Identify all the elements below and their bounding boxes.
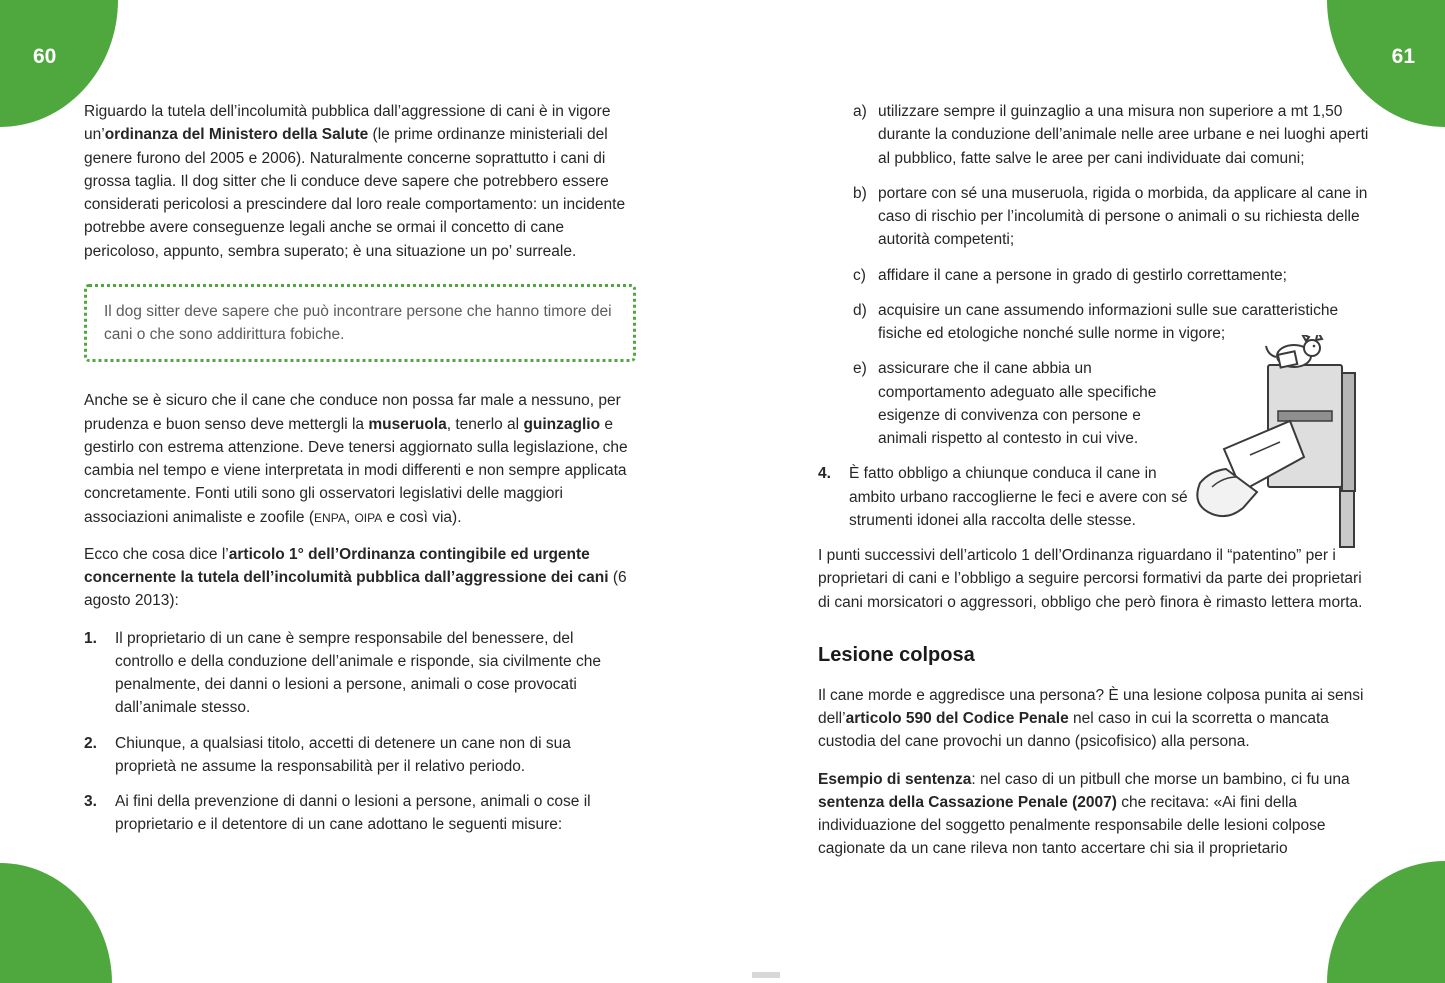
page-61-content — [818, 100, 1370, 875]
callout-box — [84, 284, 636, 363]
list-marker: c) — [853, 266, 866, 284]
list-marker: 2. — [84, 734, 97, 752]
list-item-text: portare con sé una museruola, rigida o morbida, da applicare al cane in caso di rischio per l’incolumità di persone o animali o su richiesta delle autorità competenti; — [878, 184, 1368, 249]
dog-doodle — [1266, 335, 1322, 368]
corner-decoration-bottom-left — [0, 863, 112, 983]
list-item — [84, 732, 636, 779]
paragraph-museruola: Anche se è sicuro che il cane che conduce non possa far male a nessuno, per prudenza e buon senso deve mettergli la museruola, tenerlo al guinzaglio e gestirlo con estrema attenzione. Deve tenersi aggiornato sulla legislazione, che cambia nel tempo e viene interpretata in modi differenti e non sempre applicata concretamente. Fonti utili sono gli osservatori legislativi delle maggiori associazioni animaliste e zoofile (ENPA, OIPA e così via). — [84, 392, 628, 526]
list-marker: 4. — [818, 465, 831, 483]
list-item — [853, 100, 1370, 170]
poop-bag-dispenser-illustration — [1192, 335, 1370, 550]
paragraph-esempio-sentenza: Esempio di sentenza: nel caso di un pitbull che morse un bambino, ci fu una sentenza della Cassazione Penale (2007) che recitava: «Ai fini della individuazione del soggetto penalmente responsabile delle lesioni colpose cagionate da un cane rileva non tanto accertare chi sia il proprietario — [818, 770, 1350, 858]
paragraph-articolo1: Ecco che cosa dice l’articolo 1° dell’Ordinanza contingibile ed urgente concernente la tutela dell’incolumità pubblica dall’aggressione dei cani (6 agosto 2013): — [84, 545, 627, 610]
binding-mark — [752, 972, 780, 978]
illustration-svg — [1192, 335, 1370, 550]
list-item-text: utilizzare sempre il guinzaglio a una misura non superiore a mt 1,50 durante la conduzione dell’animale nelle aree urbane e nei luoghi aperti al pubblico, fatte salve le aree per cani individuate dai comuni; — [878, 103, 1369, 167]
page-number-right: 61 — [1391, 45, 1415, 68]
section-heading: Lesione colposa — [818, 643, 975, 666]
list-marker: e) — [853, 360, 867, 378]
numbered-list — [84, 627, 636, 837]
paragraph-patentino: I punti successivi dell’articolo 1 dell’Ordinanza riguardano il “patentino” per i proprietari di cani e l’obbligo a seguire percorsi formativi da parte dei proprietari di cani morsicatori o aggressori, obbligo che però finora è rimasto lettera morta. — [818, 547, 1363, 611]
list-item-text: acquisire un cane assumendo informazioni sulle sue caratteristiche fisiche ed etologiche nonché sulle norme in vigore; — [878, 301, 1339, 342]
page-60-content — [84, 100, 636, 849]
page-number-left: 60 — [33, 45, 57, 68]
paragraph-ordinanza: Riguardo la tutela dell’incolumità pubblica dall’aggressione di cani è in vigore un’ordinanza del Ministero della Salute (le prime ordinanze ministeriali del genere furono del 2005 e 2006). Naturalmente concerne soprattutto i cani di grossa taglia. Il dog sitter che li conduce deve sapere che potrebbero essere considerati pericolosi a prescindere dal loro reale comportamento: un incidente potrebbe avere conseguenze legali anche se ormai il concetto di cane pericoloso, appunto, sembra superato; è una situazione un po’ surreale. — [84, 103, 626, 260]
list-item-text: È fatto obbligo a chiunque conduca il cane in ambito urbano raccoglierne le feci e avere con sé strumenti idonei alla raccolta delle stesse. — [849, 465, 1188, 529]
list-item — [84, 627, 636, 720]
corner-decoration-bottom-right — [1327, 861, 1445, 983]
list-marker: d) — [853, 301, 867, 319]
list-item-text: assicurare che il cane abbia un comportamento adeguato alle specifiche esigenze di convivenza con persone e animali rispetto al contesto in cui vive. — [878, 360, 1157, 447]
list-item-text: affidare il cane a persone in grado di gestirlo correttamente; — [878, 266, 1287, 284]
list-item-text: Ai fini della prevenzione di danni o lesioni a persone, animali o cose il proprietario e il detentore di un cane adottano le seguenti misure: — [115, 793, 591, 834]
list-item-text: Il proprietario di un cane è sempre responsabile del benessere, del controllo e della conduzione dell’animale e risponde, sia civilmente che penalmente, dei danni o lesioni a persone, animali o cose provocati dall’animale stesso. — [115, 629, 601, 717]
list-marker: 3. — [84, 793, 97, 810]
list-marker: a) — [853, 103, 867, 120]
list-item-text: Chiunque, a qualsiasi titolo, accetti di detenere un cane non di sua proprietà ne assume la responsabilità per il relativo periodo. — [115, 734, 571, 775]
list-marker: b) — [853, 184, 867, 202]
list-marker: 1. — [84, 629, 97, 647]
callout-text: Il dog sitter deve sapere che può incontrare persone che hanno timore dei cani o che sono addirittura fobiche. — [104, 302, 612, 343]
list-item — [84, 790, 636, 837]
list-item — [853, 182, 1370, 252]
paragraph-lesione: Il cane morde e aggredisce una persona? È una lesione colposa punita ai sensi dell’articolo 590 del Codice Penale nel caso in cui la scorretta o mancata custodia del cane provochi un danno (psicofisico) alla persona. — [818, 686, 1364, 751]
list-item — [853, 264, 1370, 287]
